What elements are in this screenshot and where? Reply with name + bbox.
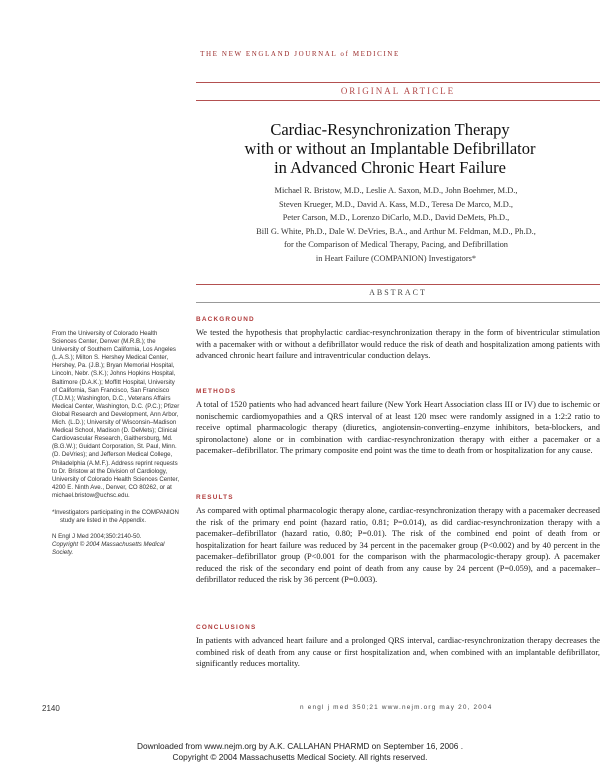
- author-line: Bill G. White, Ph.D., Dale W. DeVries, B.A., and Arthur M. Feldman, M.D., Ph.D.,: [256, 226, 536, 236]
- citation: N Engl J Med 2004;350:2140-50.: [52, 533, 142, 541]
- results-text: As compared with optimal pharmacologic therapy alone, cardiac-resynchronization therapy with a pacemaker decreased the risk of the primary end point (hazard ratio, 0.81; P=0.014), as did cardiac-resynchronization therapy with a pacemaker–defibrillator (hazard ratio, 0.80; P=0.01). The risk of the combined end point of death from or hospitalization for heart failure was reduced by 34 percent in the pacemaker group (P<0.002) and by 40 percent in the pacemaker–defibrillator group (P<0.001 for the comparison with the pharmacologic-therapy group). A pacemaker reduced the risk of the secondary end point of death from any cause by 24 percent (P=0.059), and a pacemaker–defibrillator reduced the risk by 36 percent (P=0.003).: [196, 506, 600, 584]
- author-line: Peter Carson, M.D., Lorenzo DiCarlo, M.D., David DeMets, Ph.D.,: [282, 213, 510, 222]
- sidebar-notes: [52, 330, 180, 557]
- author-line: Michael R. Bristow, M.D., Leslie A. Saxon, M.D., John Boehmer, M.D.,: [274, 186, 518, 195]
- affiliations: From the University of Colorado Health Sciences Center, Denver (M.R.B.); the University of Southern California, Los Angeles (L.A.S.); Milton S. Hershey Medical Center, Hershey, Pa. (J.B.); Bryan Memorial Hospital, Lincoln, Nebr. (S.K.); Johns Hopkins Hospital, Baltimore (D.A.K.); Moffitt Hospital, University of California, San Francisco, San Francisco (T.D.M.); Washington, D.C., Veterans Affairs Medical Center, Washington, D.C. (P.C.); Pfizer Global Research and Development, Ann Arbor, Mich. (L.D.); University of Wisconsin–Madison Medical School, Madison (D. DeMets); Clinical Cardiovascular Research, Gaithersburg, Md. (B.G.W.); Guidant Corporation, St. Paul, Minn. (D. DeVries); and Jefferson Medical College, Philadelphia (A.M.F.). Address reprint requests to Dr. Bristow at the Division of Cardiology, University of Colorado Health Sciences Center, 4200 E. Ninth Ave., Denver, CO 80262, or at michael.bristow@uchsc.edu.: [52, 330, 180, 499]
- download-notice: [0, 741, 600, 762]
- conclusions-heading: CONCLUSIONS: [196, 624, 257, 631]
- background-text: We tested the hypothesis that prophylactic cardiac-resynchronization therapy in the form of biventricular stimulation with a pacemaker with or without a defibrillator would reduce the risk of death and hospitalization among patients with advanced chronic heart failure and intraventricular conduction delays.: [196, 328, 600, 360]
- journal-header: THE NEW ENGLAND JOURNAL of MEDICINE: [200, 50, 400, 58]
- title-line: in Advanced Chronic Heart Failure: [274, 158, 506, 177]
- page-number: 2140: [42, 704, 60, 713]
- abstract-conclusions: [196, 624, 600, 670]
- author-list: [186, 184, 600, 265]
- results-heading: RESULTS: [196, 494, 234, 501]
- title-line: with or without an Implantable Defibrillator: [244, 139, 536, 158]
- abstract-background: [196, 316, 600, 362]
- author-line: for the Comparison of Medical Therapy, Pacing, and Defibrillation: [284, 240, 508, 249]
- download-line: Downloaded from www.nejm.org by A.K. CALLAHAN PHARMD on September 16, 2006 .: [136, 741, 464, 751]
- investigators-note: *Investigators participating in the COMPANION study are listed in the Appendix.: [52, 508, 179, 525]
- abstract-rule-top: [196, 284, 600, 285]
- page-footer: [0, 704, 600, 716]
- abstract-results: [196, 494, 600, 586]
- conclusions-text: In patients with advanced heart failure and a prolonged QRS interval, cardiac-resynchronization therapy decreases the combined risk of death from any cause or first hospitalization and, when combined with an implantable defibrillator, significantly reduces mortality.: [196, 636, 600, 668]
- section-label: ORIGINAL ARTICLE: [340, 86, 456, 96]
- abstract-label: ABSTRACT: [369, 288, 427, 297]
- abstract-rule-bottom: [196, 302, 600, 303]
- background-heading: BACKGROUND: [196, 316, 255, 323]
- author-line: Steven Krueger, M.D., David A. Kass, M.D., Teresa De Marco, M.D.,: [278, 199, 514, 209]
- copyright-line: Copyright © 2004 Massachusetts Medical Society. All rights reserved.: [172, 751, 428, 762]
- copyright: Copyright © 2004 Massachusetts Medical Society.: [52, 541, 165, 557]
- title-line: Cardiac-Resynchronization Therapy: [270, 120, 510, 139]
- methods-heading: METHODS: [196, 388, 237, 395]
- methods-text: A total of 1520 patients who had advanced heart failure (New York Heart Association class III or IV) due to ischemic or nonischemic cardiomyopathies and a QRS interval of at least 120 msec were randomly assigned in a 1:2:2 ratio to receive optimal pharmacologic therapy (diuretics, angiotensin-converting–enzyme inhibitors, beta-blockers, and spironolactone) alone or in combination with cardiac-resynchronization therapy with either a pacemaker or a pacemaker–defibrillator. The primary composite end point was the time to death from or hospitalization for any cause.: [196, 400, 600, 455]
- article-title: [180, 120, 600, 177]
- section-rule-top: [196, 82, 600, 83]
- running-footer: n engl j med 350;21 www.nejm.org may 20, 2004: [300, 704, 493, 711]
- abstract-methods: [196, 388, 600, 457]
- author-line: in Heart Failure (COMPANION) Investigators*: [315, 253, 477, 263]
- section-rule-bottom: [196, 100, 600, 101]
